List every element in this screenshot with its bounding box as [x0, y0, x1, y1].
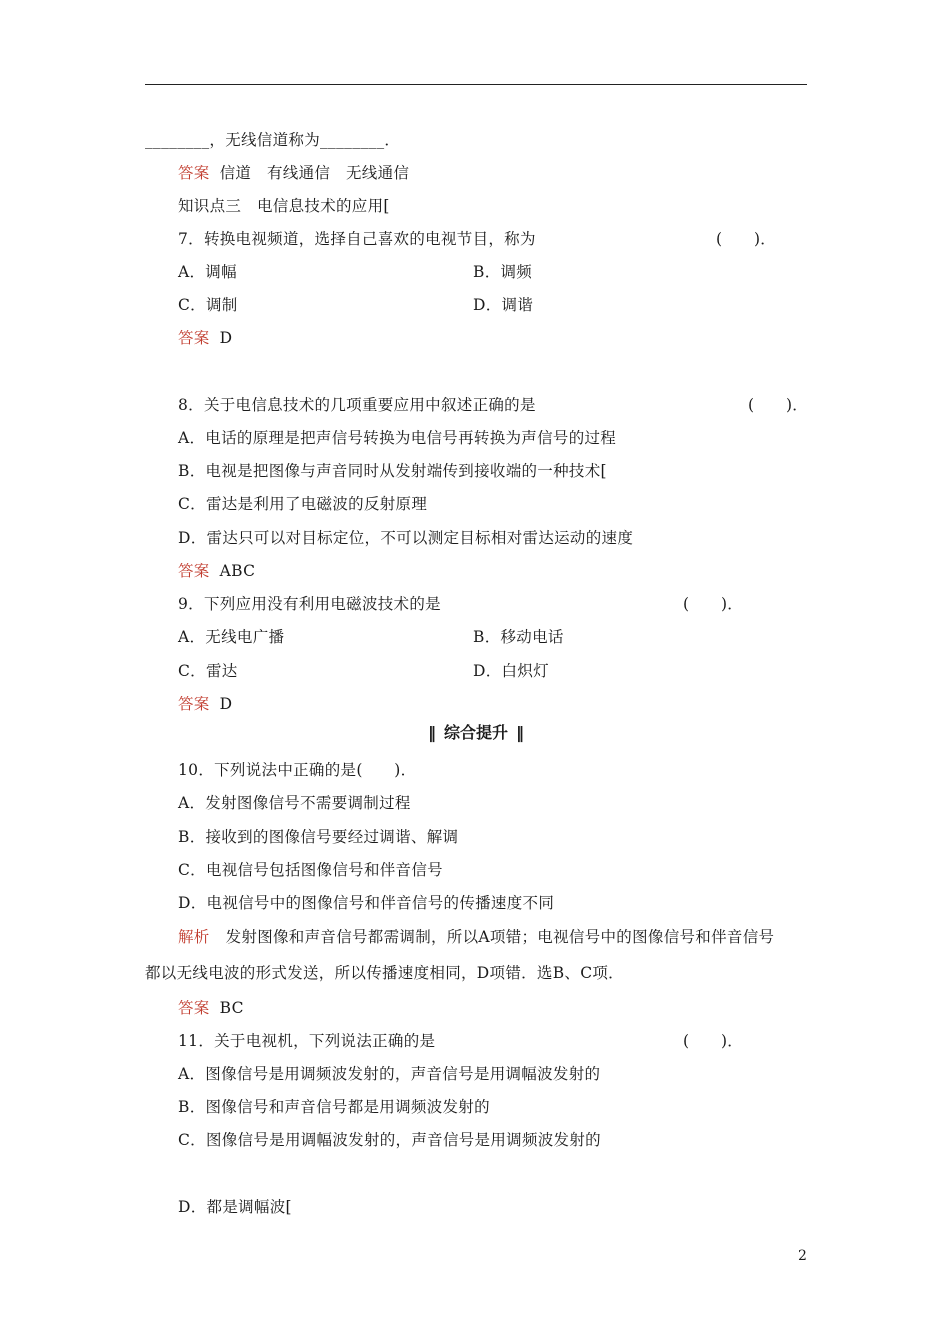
- answer-text: 信道 有线通信 无线通信: [219, 164, 410, 182]
- question-8-paren: ( )．: [748, 396, 809, 414]
- answer-label: 答案: [178, 329, 210, 347]
- question-7-paren: ( )．: [716, 230, 777, 248]
- q11-option-a: A．图像信号是用调频波发射的，声音信号是用调幅波发射的: [178, 1065, 601, 1083]
- q8-option-a: A．电话的原理是把声信号转换为电信号再转换为声信号的过程: [178, 429, 617, 447]
- answer-line-0: [178, 163, 409, 183]
- heading-bar-right: ‖: [516, 723, 525, 742]
- q8-option-b: B．电视是把图像与声音同时从发射端传到接收端的一种技术[: [178, 462, 607, 480]
- knowledge-point-title: 知识点三 电信息技术的应用[: [178, 197, 390, 215]
- q10-option-b: B．接收到的图像信号要经过调谐、解调: [178, 828, 459, 846]
- answer-line-q9: [178, 694, 232, 714]
- q10-option-a: A．发射图像信号不需要调制过程: [178, 794, 411, 812]
- line-text: ________，无线信道称为________．: [145, 131, 401, 149]
- text-line-0: [145, 130, 400, 150]
- answer-text: D: [219, 695, 233, 713]
- question-9: 9．下列应用没有利用电磁波技术的是: [178, 595, 441, 613]
- question-8: 8．关于电信息技术的几项重要应用中叙述正确的是: [178, 396, 536, 414]
- answer-line-q10: [178, 998, 244, 1018]
- q8-option-c: C．雷达是利用了电磁波的反射原理: [178, 495, 428, 513]
- answer-label: 答案: [178, 695, 210, 713]
- header-rule: [145, 84, 807, 85]
- q11-option-c: C．图像信号是用调幅波发射的，声音信号是用调频波发射的: [178, 1131, 601, 1149]
- q8-option-d: D．雷达只可以对目标定位，不可以测定目标相对雷达运动的速度: [178, 529, 634, 547]
- analysis-line: [178, 927, 774, 947]
- q9-option-a: A．无线电广播: [178, 628, 285, 646]
- q11-option-b: B．图像信号和声音信号都是用调频波发射的: [178, 1098, 490, 1116]
- q7-option-c: C．调制: [178, 296, 238, 314]
- answer-label: 答案: [178, 999, 210, 1017]
- q7-option-d: D．调谐: [473, 296, 534, 314]
- answer-line-q8: [178, 561, 255, 581]
- analysis-text: 发射图像和声音信号都需调制，所以A项错；电视信号中的图像信号和伴音信号: [225, 928, 775, 946]
- analysis-continuation: 都以无线电波的形式发送，所以传播速度相同，D项错．选B、C项．: [145, 964, 624, 982]
- question-11: 11．关于电视机，下列说法正确的是: [178, 1032, 436, 1050]
- q10-option-c: C．电视信号包括图像信号和伴音信号: [178, 861, 443, 879]
- answer-line-q7: [178, 328, 232, 348]
- answer-text: ABC: [219, 562, 256, 580]
- answer-label: 答案: [178, 164, 210, 182]
- q7-option-a: A．调幅: [178, 263, 237, 281]
- question-11-paren: ( )．: [683, 1032, 744, 1050]
- question-7: 7．转换电视频道，选择自己喜欢的电视节目，称为: [178, 230, 536, 248]
- q9-option-d: D．白炽灯: [473, 662, 549, 680]
- section-heading: [420, 723, 532, 743]
- question-10: 10．下列说法中正确的是( )．: [178, 761, 417, 779]
- answer-label: 答案: [178, 562, 210, 580]
- question-9-paren: ( )．: [683, 595, 744, 613]
- q7-option-b: B．调频: [473, 263, 533, 281]
- q9-option-c: C．雷达: [178, 662, 238, 680]
- q9-option-b: B．移动电话: [473, 628, 564, 646]
- q10-option-d: D．电视信号中的图像信号和伴音信号的传播速度不同: [178, 894, 555, 912]
- heading-bar-left: ‖: [428, 723, 436, 742]
- answer-text: D: [219, 329, 233, 347]
- analysis-label: 解析: [178, 928, 210, 946]
- page-number: 2: [798, 1248, 807, 1264]
- q11-option-d: D．都是调幅波[: [178, 1198, 292, 1216]
- answer-text: BC: [219, 999, 244, 1017]
- section-title: 综合提升: [444, 723, 509, 742]
